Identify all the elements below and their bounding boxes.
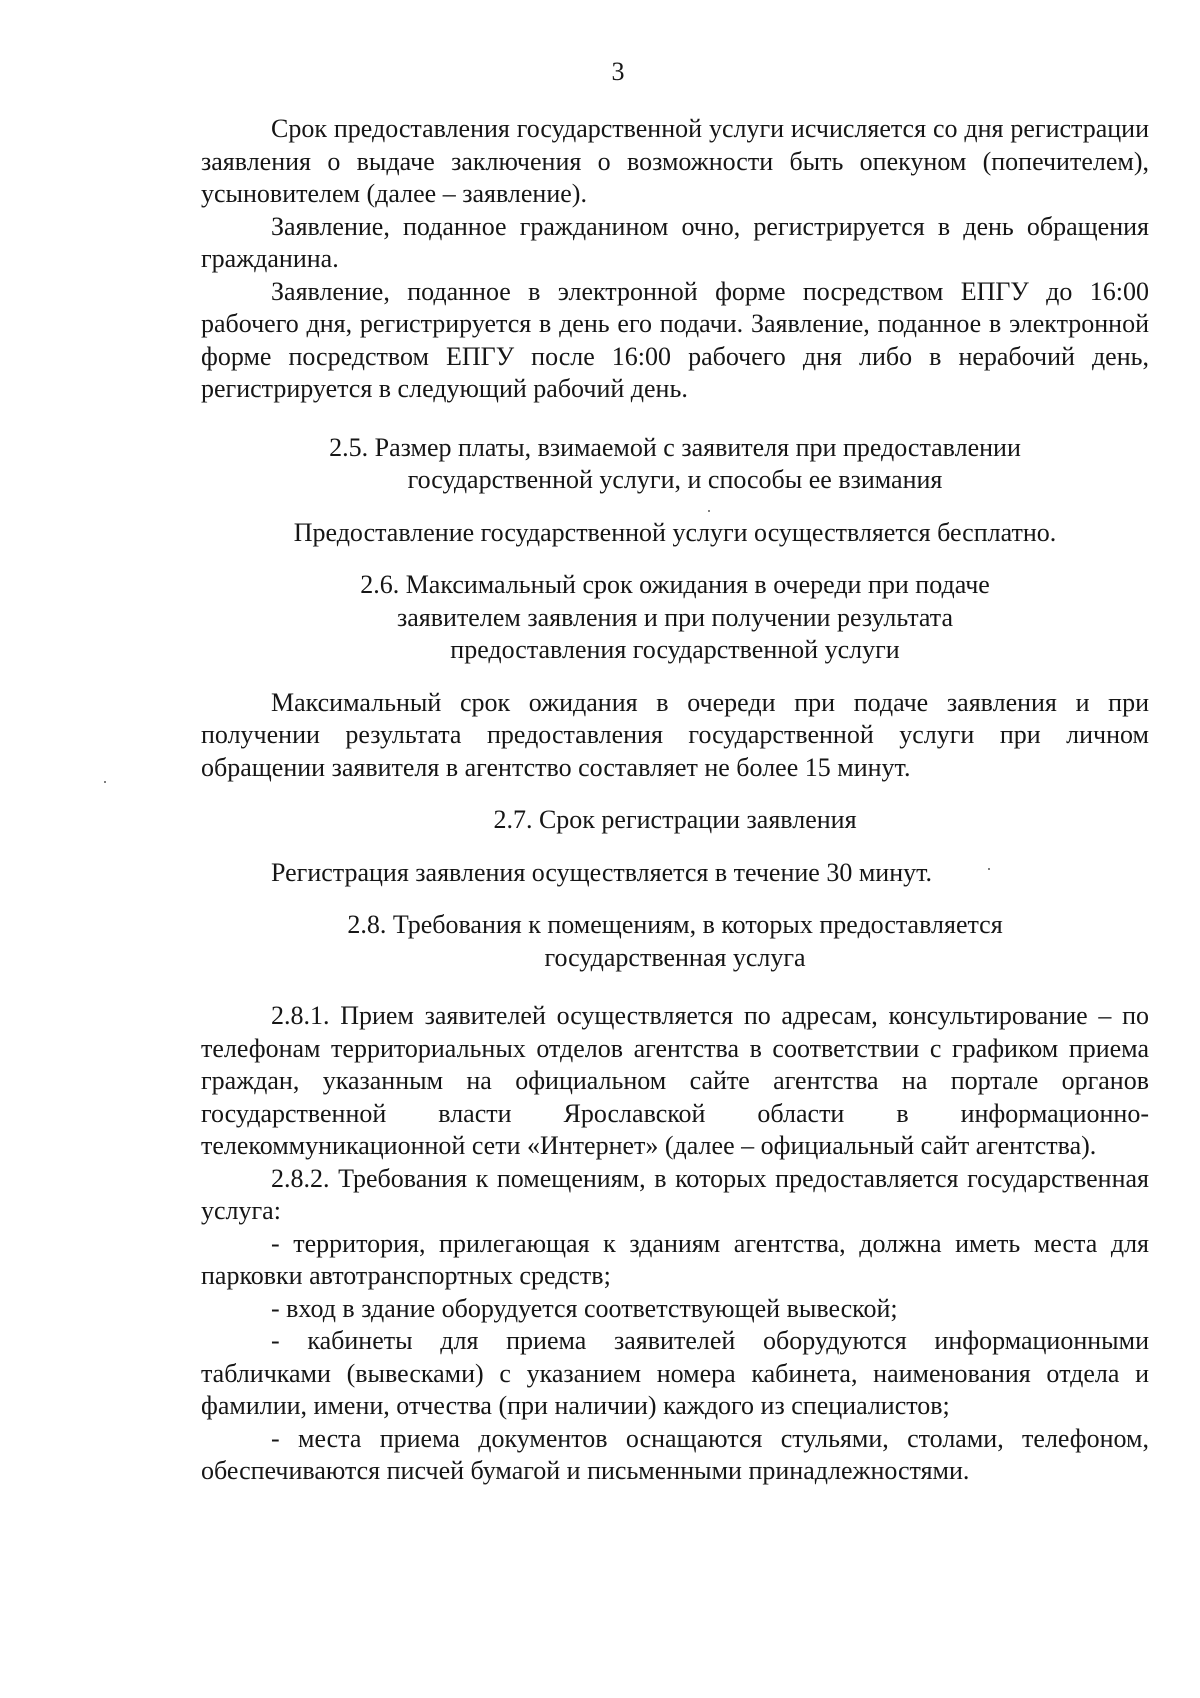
heading-line: заявителем заявления и при получении результата (396, 602, 954, 632)
scan-speck (708, 510, 710, 512)
list-item-office-plates: - кабинеты для приема заявителей оборудуются информационными табличками (вывесками) с указанием номера кабинета, наименования отдела и фамилии, имени, отчества (при наличии) каждого из специалистов; (201, 1326, 1149, 1420)
heading-line: 2.8. Требования к помещениям, в которых предоставляется (347, 910, 1003, 939)
paragraph-electronic-registration: Заявление, поданное в электронной форме посредством ЕПГУ до 16:00 рабочего дня, регистрируется в день его подачи. Заявление, поданное в электронной форме посредством ЕПГУ после 16:00 рабочего дня либо в нерабочий день, регистрируется в следующий рабочий день. (201, 276, 1149, 403)
heading-section-2-6 (201, 569, 1149, 667)
paragraph-2-8-2: 2.8.2. Требования к помещениям, в которых предоставляется государственная услуга: (201, 1163, 1149, 1225)
heading-line: 2.6. Максимальный срок ожидания в очереди при подаче (360, 570, 990, 599)
heading-line: государственная услуга (544, 942, 806, 972)
scan-speck (988, 868, 990, 870)
paragraph-2-8-1: 2.8.1. Прием заявителей осуществляется по адресам, консультирование – по телефонам территориальных отделов агентства в соответствии с графиком приема граждан, указанным на официальном сайте агентства на портале органов государственной власти Ярославской области в информационно-телекоммуникационной сети «Интернет» (далее – официальный сайт агентства). (201, 1001, 1149, 1160)
paragraph-fee-free: Предоставление государственной услуги осуществляется бесплатно. (293, 517, 1057, 547)
heading-line: государственной услуги, и способы ее взимания (407, 465, 943, 494)
heading-section-2-8 (201, 909, 1149, 974)
document-body (201, 113, 1149, 1488)
paragraph-registration-duration: Регистрация заявления осуществляется в течение 30 минут. (271, 857, 933, 887)
scan-speck (104, 781, 106, 783)
list-item-document-reception: - места приема документов оснащаются стульями, столами, телефоном, обеспечиваются писчей бумагой и письменными принадлежностями. (201, 1423, 1149, 1485)
list-item-parking: - территория, прилегающая к зданиям агентства, должна иметь места для парковки автотранспортных средств; (201, 1228, 1149, 1290)
heading-section-2-7 (201, 804, 1149, 837)
heading-line: предоставления государственной услуги (450, 635, 900, 664)
paragraph-registration-term: Срок предоставления государственной услуги исчисляется со дня регистрации заявления о выдаче заключения о возможности быть опекуном (попечителем), усыновителем (далее – заявление). (201, 114, 1149, 208)
heading-line: 2.7. Срок регистрации заявления (493, 805, 857, 834)
paragraph-max-wait-time: Максимальный срок ожидания в очереди при подаче заявления и при получении результата предоставления государственной услуги при личном обращении заявителя в агентство составляет не более 15 минут. (201, 687, 1149, 782)
page-number: 3 (611, 57, 625, 86)
heading-section-2-5 (201, 432, 1149, 497)
list-item-entrance-sign: - вход в здание оборудуется соответствующей вывеской; (271, 1293, 898, 1323)
paragraph-in-person-registration: Заявление, поданное гражданином очно, регистрируется в день обращения гражданина. (201, 211, 1149, 273)
heading-line: 2.5. Размер платы, взимаемой с заявителя при предоставлении (329, 432, 1021, 462)
